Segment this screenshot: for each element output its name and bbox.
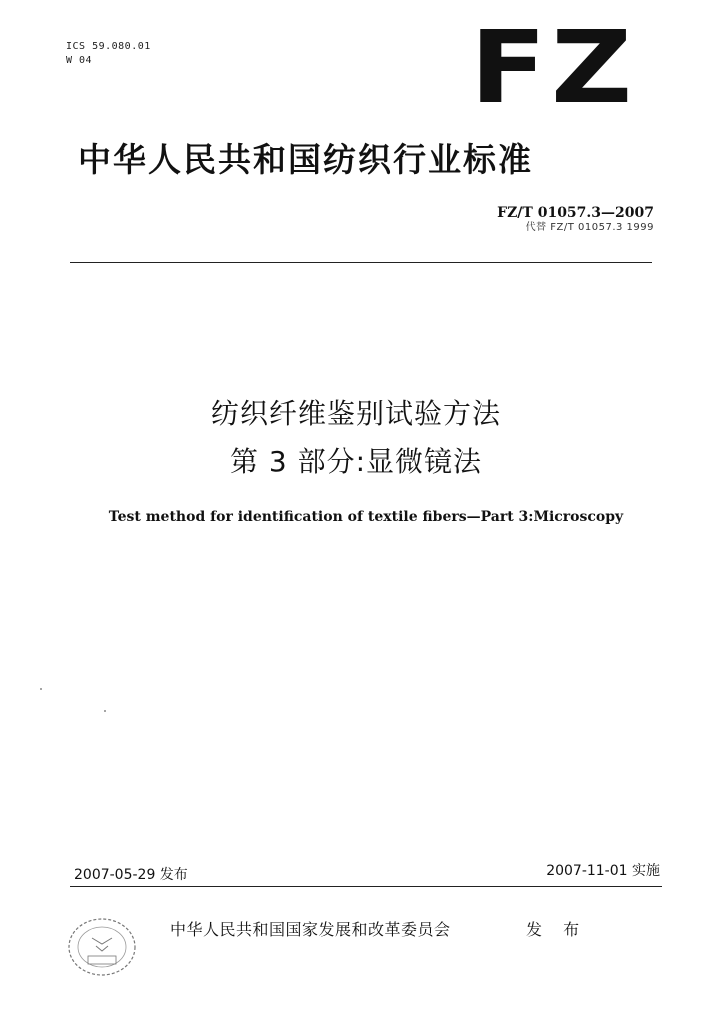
replaces-standard: 代替 FZ/T 01057.3 1999 [525, 222, 654, 233]
publish-label: 发 布 [526, 920, 588, 939]
standard-number: FZ/T 01057.3—2007 [497, 205, 654, 221]
seal-stamp-icon [66, 916, 138, 978]
scan-speck [40, 688, 42, 690]
document-title-line1: 纺织纤维鉴别试验方法 [210, 397, 501, 430]
organization-title: 中华人民共和国纺织行业标准 [78, 140, 533, 179]
category-code: W 04 [66, 55, 93, 66]
header-divider [70, 262, 652, 263]
ics-code: ICS 59.080.01 [66, 41, 151, 52]
english-title: Test method for identification of textile fibers—Part 3:Microscopy [108, 509, 624, 525]
classification-codes [66, 40, 151, 68]
footer-divider [70, 886, 662, 887]
publisher-name: 中华人民共和国国家发展和改革委员会 [170, 920, 451, 939]
scan-speck [104, 710, 106, 712]
document-title-line2: 第 3 部分:显微镜法 [229, 445, 483, 478]
issue-date: 2007-05-29 发布 [74, 867, 188, 883]
standard-logo: FZ [470, 9, 637, 126]
implementation-date: 2007-11-01 实施 [546, 863, 660, 879]
